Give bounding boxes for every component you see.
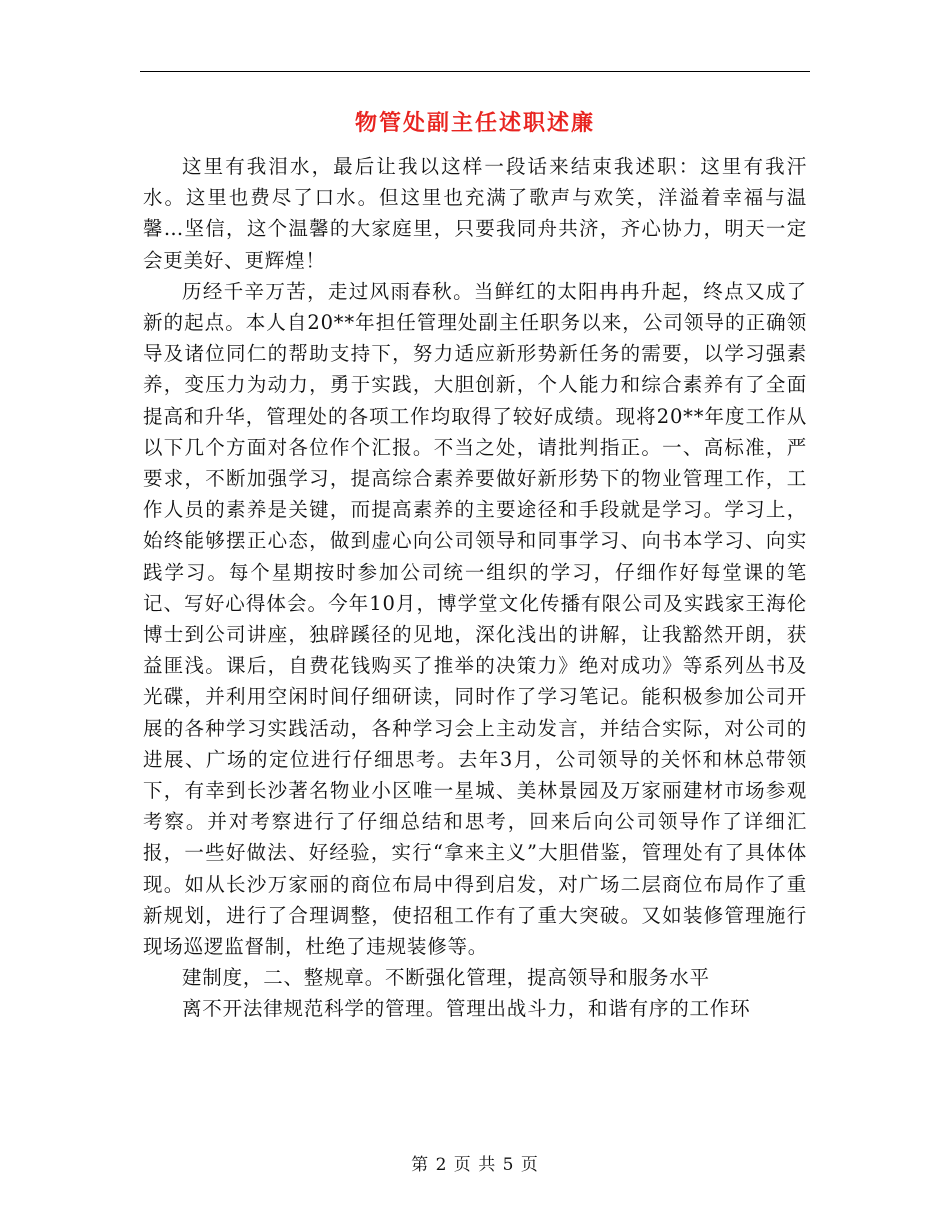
header-rule <box>140 71 810 72</box>
body-paragraph: 这里有我泪水，最后让我以这样一段话来结束我述职：这里有我汗水。这里也费尽了口水。但这里也充满了歌声与欢笑，洋溢着幸福与温馨…坚信，这个温馨的大家庭里，只要我同舟共济，齐心协力，明天一定会更美好、更辉煌！ <box>143 155 807 272</box>
document-body <box>143 151 807 1025</box>
page-number-footer: 第 2 页 共 5 页 <box>411 1155 539 1175</box>
body-paragraph: 离不开法律规范科学的管理。管理出战斗力，和谐有序的工作环 <box>182 997 751 1021</box>
document-title: 物管处副主任述职述廉 <box>354 110 595 136</box>
body-paragraph: 建制度，二、整规章。不断强化管理，提高领导和服务水平 <box>182 966 710 990</box>
body-paragraph: 历经千辛万苦，走过风雨春秋。当鲜红的太阳冉冉升起，终点又成了新的起点。本人自20**年担任管理处副主任职务以来，公司领导的正确领导及诸位同仁的帮助支持下，努力适应新形势新任务的需要，以学习强素养，变压力为动力，勇于实践，大胆创新，个人能力和综合素养有了全面提高和升华，管理处的各项工作均取得了较好成绩。现将20**年度工作从以下几个方面对各位作个汇报。不当之处，请批判指正。一、高标准，严要求，不断加强学习，提高综合素养要做好新形势下的物业管理工作，工作人员的素养是关键，而提高素养的主要途径和手段就是学习。学习上，始终能够摆正心态，做到虚心向公司领导和同事学习、向书本学习、向实践学习。每个星期按时参加公司统一组织的学习，仔细作好每堂课的笔记、写好心得体会。今年10月，博学堂文化传播有限公司及实践家王海伦博士到公司讲座，独辟蹊径的见地，深化浅出的讲解，让我豁然开朗，获益匪浅。课后，自费花钱购买了推举的决策力》绝对成功》等系列丛书及光碟，并利用空闲时间仔细研读，同时作了学习笔记。能积极参加公司开展的各种学习实践活动，各种学习会上主动发言，并结合实际，对公司的进展、广场的定位进行仔细思考。去年3月，公司领导的关怀和林总带领下，有幸到长沙著名物业小区唯一星城、美林景园及万家丽建材市场参观考察。并对考察进行了仔细总结和思考，回来后向公司领导作了详细汇报，一些好做法、好经验，实行“拿来主义”大胆借鉴，管理处有了具体体现。如从长沙万家丽的商位布局中得到启发，对广场二层商位布局作了重新规划，进行了合理调整，使招租工作有了重大突破。又如装修管理施行现场巡逻监督制，杜绝了违规装修等。 <box>143 279 807 959</box>
